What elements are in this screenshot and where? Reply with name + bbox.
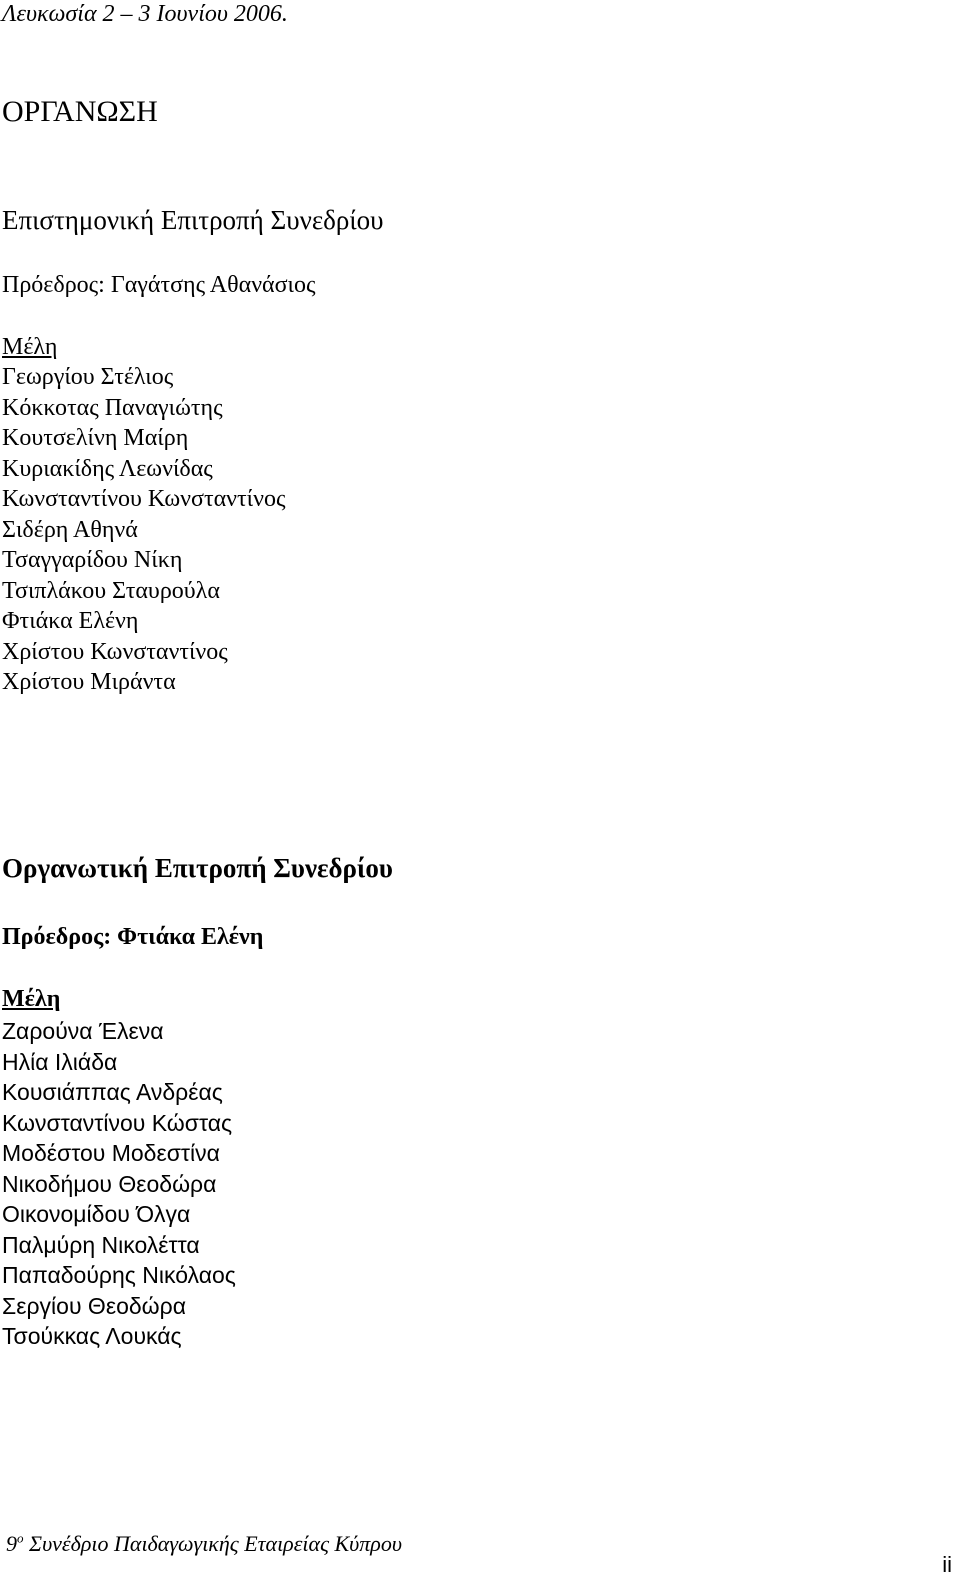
member-item: Ηλία Ιλιάδα bbox=[2, 1048, 118, 1075]
footer-page-number: ii bbox=[942, 1552, 952, 1577]
member-item: Κωνσταντίνου Κωνσταντίνος bbox=[2, 486, 286, 512]
member-item: Φτιάκα Ελένη bbox=[2, 608, 139, 634]
organizing-committee-chair: Πρόεδρος: Φτιάκα Ελένη bbox=[2, 924, 264, 950]
scientific-committee-member-list bbox=[2, 362, 286, 698]
footer-ordinal-superscript: ο bbox=[17, 1530, 24, 1546]
member-item: Μοδέστου Μοδεστίνα bbox=[2, 1140, 220, 1166]
member-item: Ζαρούνα Έλενα bbox=[2, 1018, 164, 1044]
member-item: Σεργίου Θεοδώρα bbox=[2, 1292, 186, 1319]
footer-conference-name bbox=[6, 1530, 402, 1558]
member-item: Χρίστου Κωνσταντίνος bbox=[2, 638, 228, 665]
member-item: Κόκκοτας Παναγιώτης bbox=[2, 394, 223, 421]
member-item: Κουτσελίνη Μαίρη bbox=[2, 425, 189, 451]
scientific-committee-members-heading: Μέλη bbox=[2, 334, 58, 360]
member-item: Τσαγγαρίδου Νίκη bbox=[2, 547, 183, 573]
footer-conference-number: 9 bbox=[6, 1531, 17, 1556]
organizing-committee-title: Οργανωτική Επιτροπή Συνεδρίου bbox=[2, 853, 393, 883]
scientific-committee-chair: Πρόεδρος: Γαγάτσης Αθανάσιος bbox=[2, 272, 316, 298]
header-date-line: Λευκωσία 2 – 3 Ιουνίου 2006. bbox=[2, 1, 288, 27]
member-item: Κωνσταντίνου Κώστας bbox=[2, 1109, 233, 1136]
member-item: Παλμύρη Νικολέττα bbox=[2, 1231, 200, 1258]
member-item: Κυριακίδης Λεωνίδας bbox=[2, 455, 213, 482]
member-item: Νικοδήμου Θεοδώρα bbox=[2, 1170, 217, 1197]
member-item: Χρίστου Μιράντα bbox=[2, 669, 176, 695]
footer-conference-text: Συνέδριο Παιδαγωγικής Εταιρείας Κύπρου bbox=[23, 1531, 402, 1556]
organizing-committee-members-heading: Μέλη bbox=[2, 986, 61, 1012]
scientific-committee-title: Επιστημονική Επιτροπή Συνεδρίου bbox=[2, 205, 384, 235]
member-item: Σιδέρη Αθηνά bbox=[2, 516, 138, 543]
member-item: Τσιπλάκου Σταυρούλα bbox=[2, 577, 220, 604]
member-item: Γεωργίου Στέλιος bbox=[2, 364, 174, 390]
member-item: Τσούκκας Λουκάς bbox=[2, 1323, 182, 1349]
member-item: Παπαδούρης Νικόλαος bbox=[2, 1262, 236, 1288]
member-item: Οικονομίδου Όλγα bbox=[2, 1201, 191, 1227]
document-title: ΟΡΓΑΝΩΣΗ bbox=[2, 95, 158, 128]
organizing-committee-member-list bbox=[2, 1016, 236, 1352]
member-item: Κουσιάππας Ανδρέας bbox=[2, 1079, 223, 1105]
